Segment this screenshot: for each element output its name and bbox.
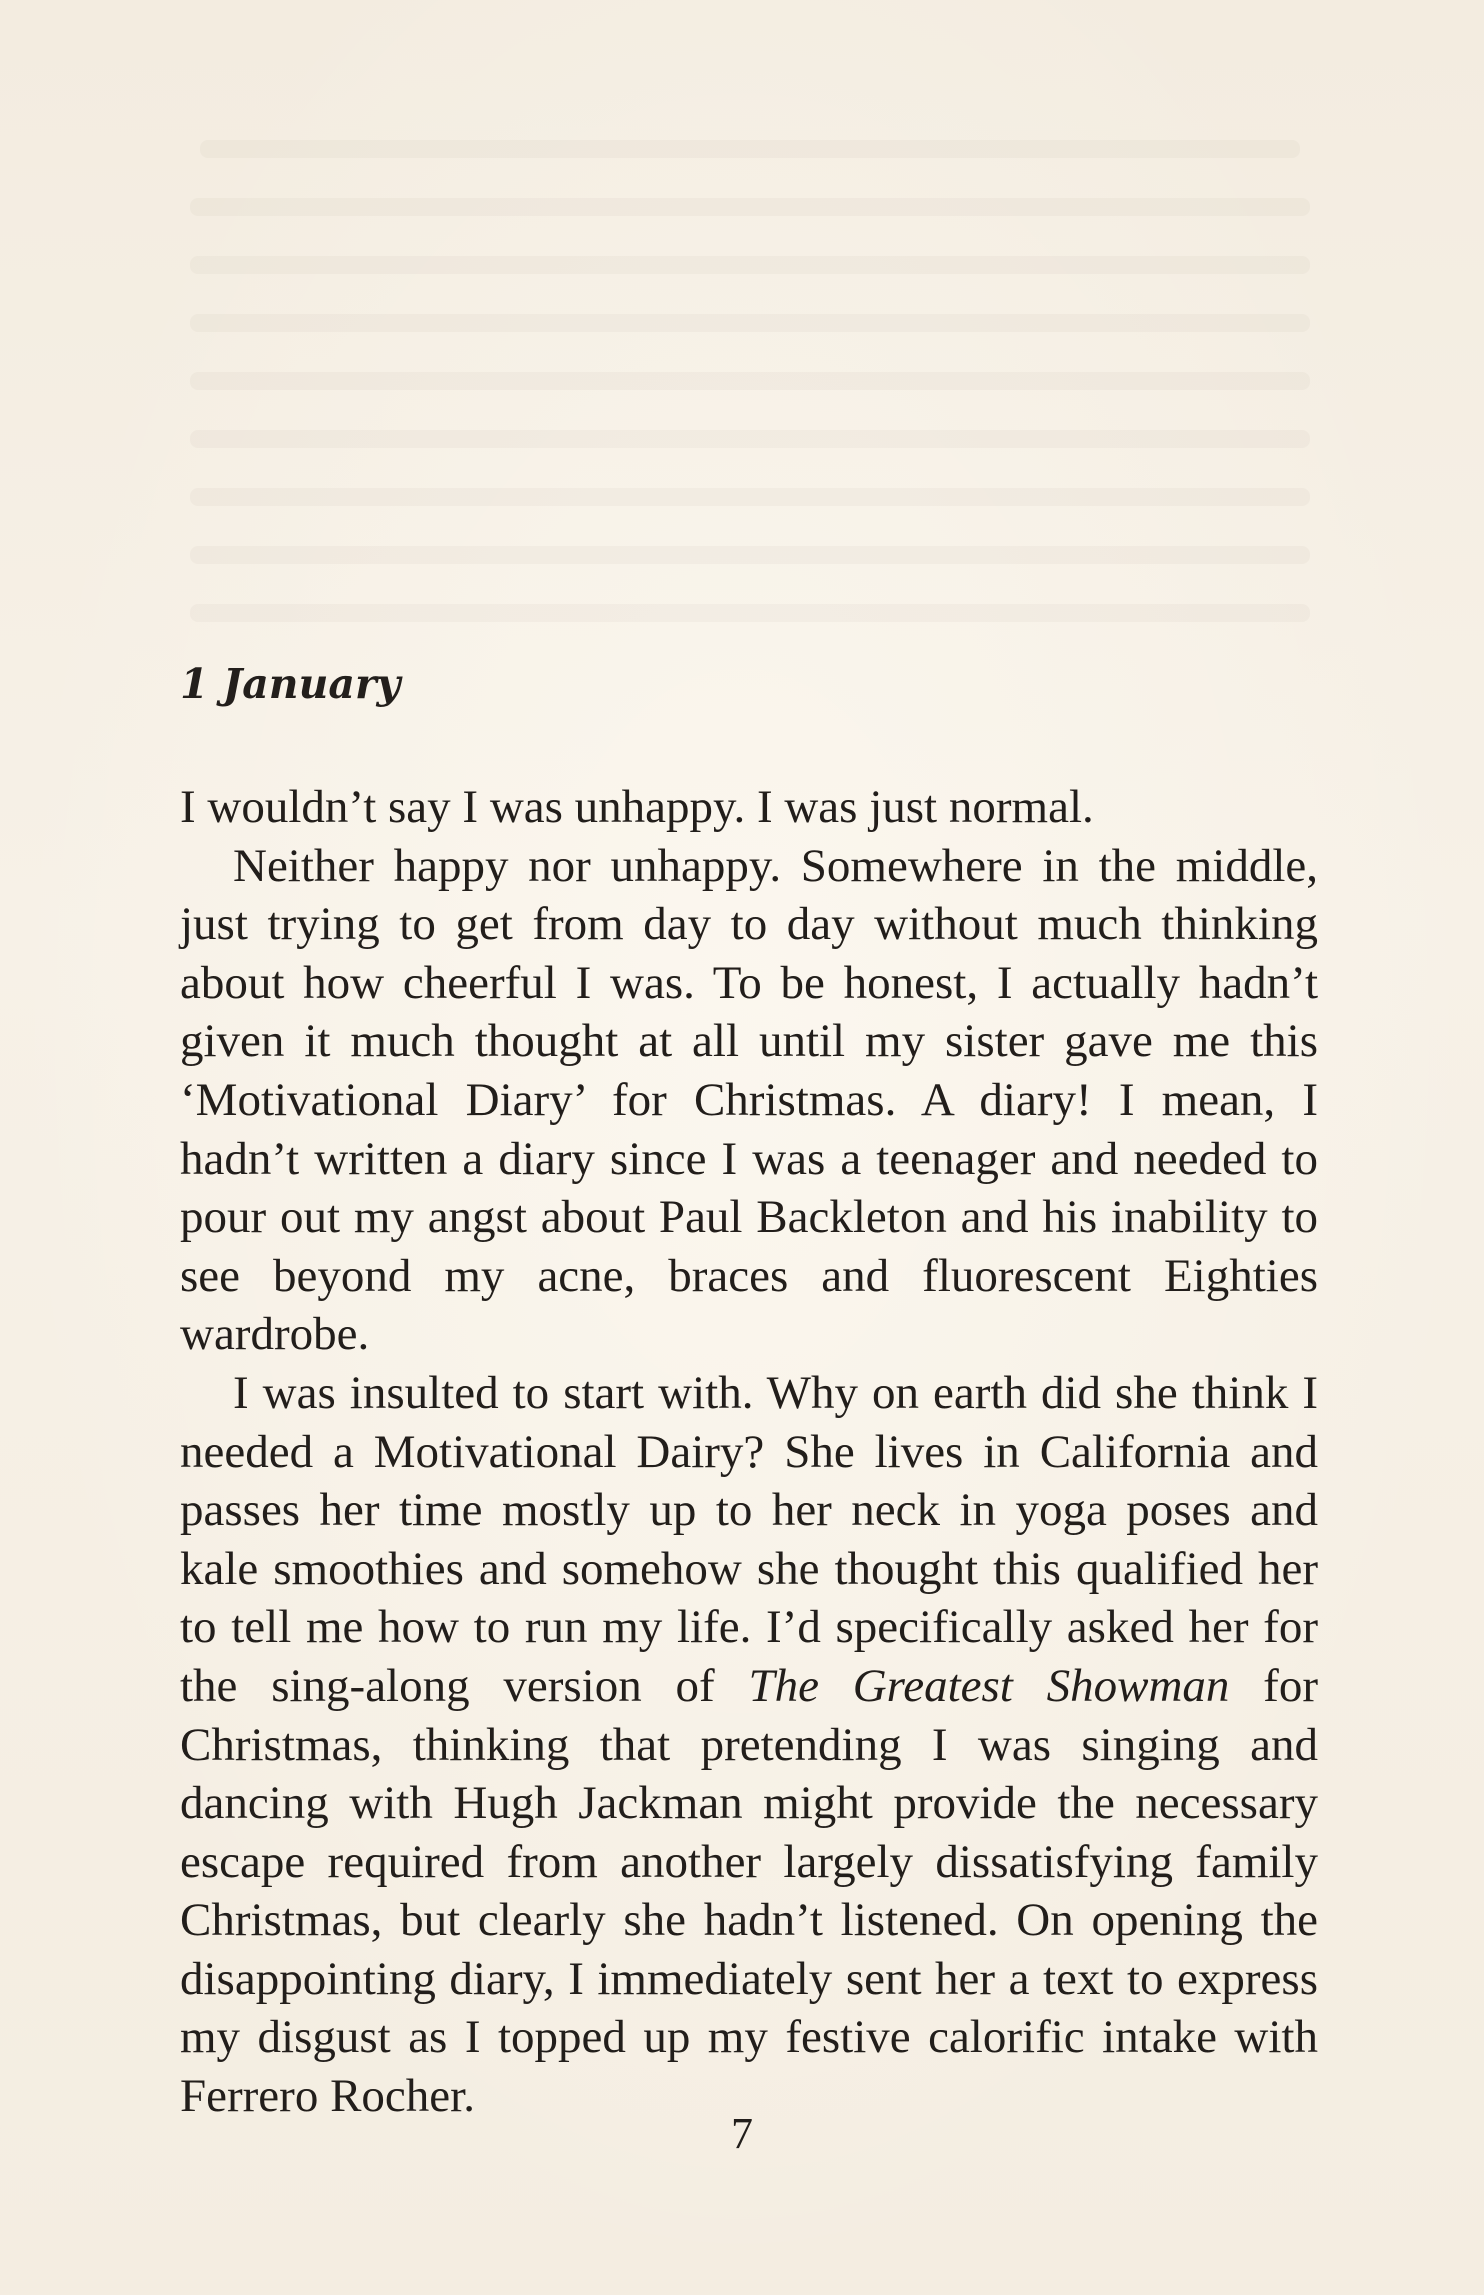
bleed-through	[190, 488, 1310, 506]
bleed-through	[190, 198, 1310, 216]
paragraph-3	[180, 1364, 1318, 2126]
bleed-through	[190, 546, 1310, 564]
bleed-through	[190, 314, 1310, 332]
paragraph-3-part-1: I was insulted to start with. Why on earth did she think I needed a Motivational Dairy? She lives in California and passes her time mostly up to her neck in yoga poses and kale smoothies and somehow she thought this qualified her to tell me how to run my life. I’d specifically asked her for the sing-along version of	[180, 1366, 1318, 1712]
film-title: The Greatest Showman	[748, 1659, 1230, 1712]
entry-body	[180, 778, 1318, 2126]
bleed-through	[190, 604, 1310, 622]
bleed-through	[190, 256, 1310, 274]
bleed-through	[190, 372, 1310, 390]
entry-date-heading: 1 January	[180, 660, 401, 708]
bleed-through	[190, 430, 1310, 448]
paragraph-2: Neither happy nor unhappy. Somewhere in the middle, just trying to get from day to day without much thinking about how cheerful I was. To be honest, I actually hadn’t given it much thought at all until my sister gave me this ‘Motivational Diary’ for Christmas. A diary! I mean, I hadn’t written a diary since I was a teenager and needed to pour out my angst about Paul Backleton and his inability to see beyond my acne, braces and fluorescent Eighties wardrobe.	[180, 839, 1318, 1361]
bleed-through	[200, 140, 1300, 158]
page-number: 7	[731, 2109, 753, 2158]
paragraph-1: I wouldn’t say I was unhappy. I was just normal.	[180, 781, 1094, 833]
paragraph-3-part-2: for Christmas, thinking that pretending I was singing and dancing with Hugh Jackman might provide the necessary escape required from another largely dissatisfying family Christmas, but clearly she hadn’t listened. On opening the disappointing diary, I immediately sent her a text to express my disgust as I topped up my festive calorific intake with Ferrero Rocher.	[180, 1659, 1318, 2123]
